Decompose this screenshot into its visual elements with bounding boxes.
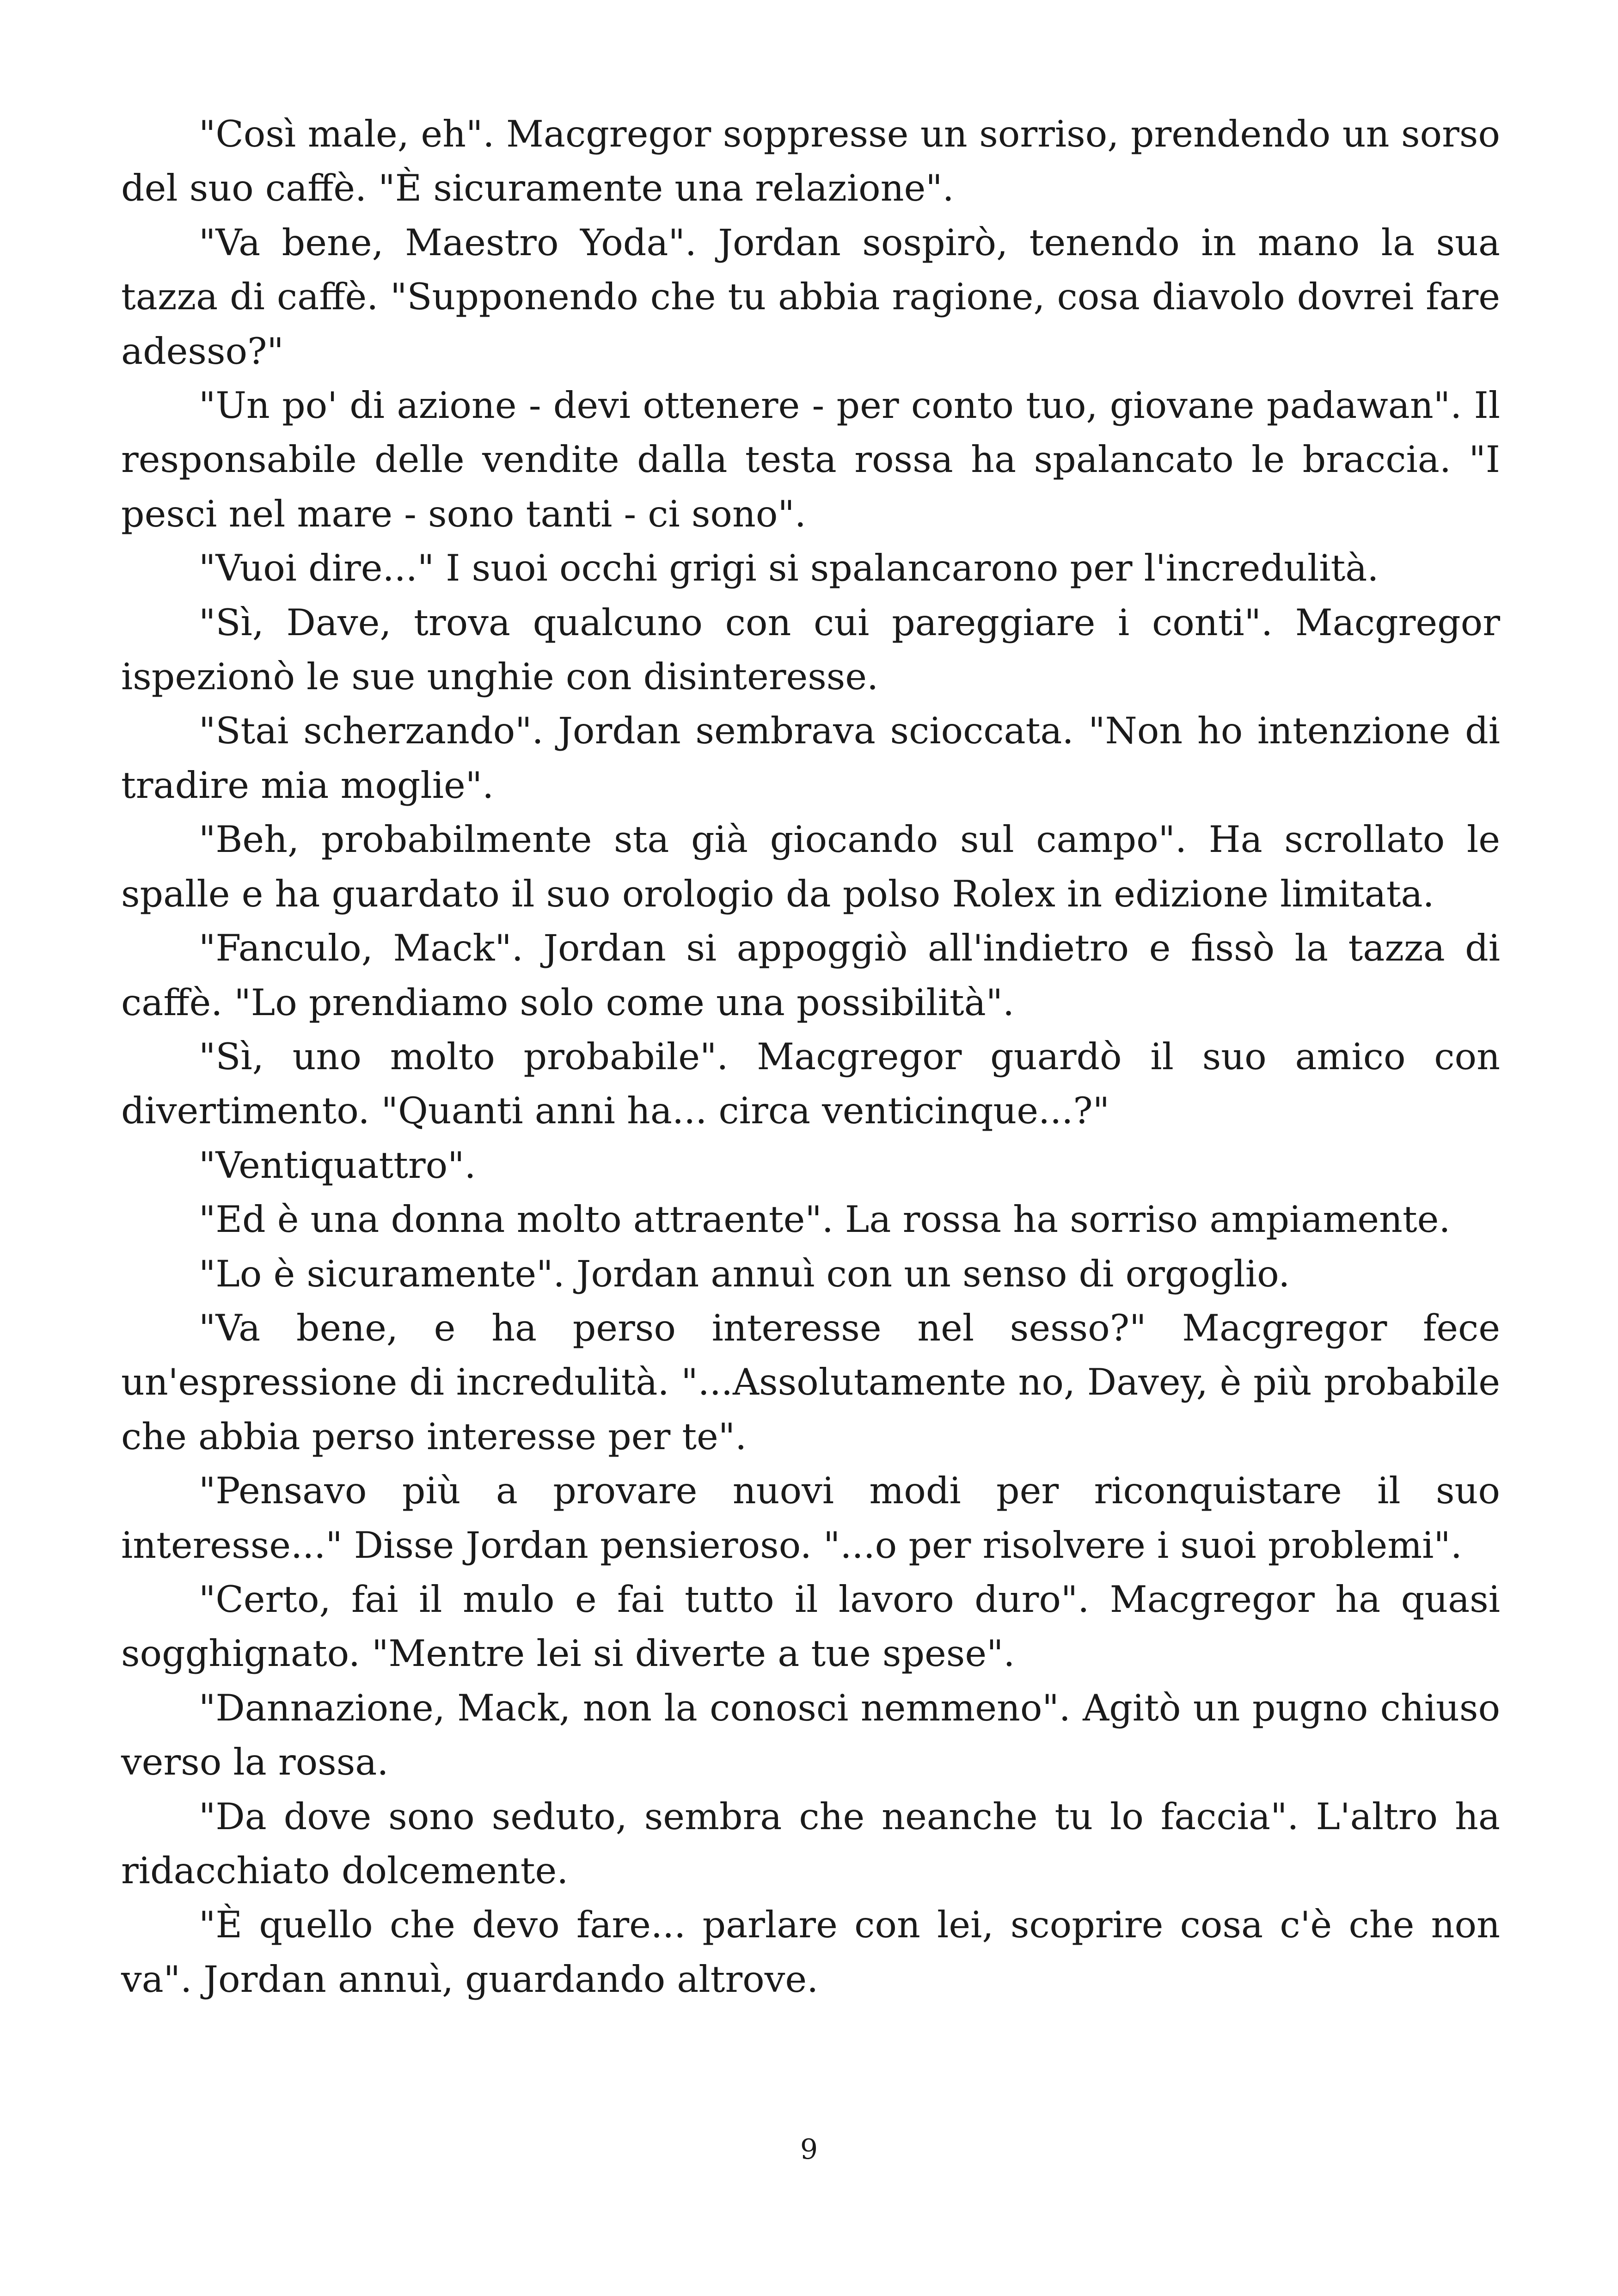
paragraph-12: "Lo è sicuramente". Jordan annuì con un senso di orgoglio. bbox=[199, 1252, 1290, 1295]
paragraph-4: "Vuoi dire..." I suoi occhi grigi si spalancarono per l'incredulità. bbox=[199, 547, 1379, 590]
paragraph-10: "Ventiquattro". bbox=[199, 1144, 476, 1187]
page-number: 9 bbox=[800, 2133, 818, 2166]
paragraph-14: "Pensavo più a provare nuovi modi per riconquistare il suo interesse..." Disse Jordan pensieroso. "...o per risolvere i suoi problemi". bbox=[121, 1469, 1500, 1567]
paragraph-6: "Stai scherzando". Jordan sembrava scioccata. "Non ho intenzione di tradire mia moglie". bbox=[121, 710, 1500, 807]
paragraph-15: "Certo, fai il mulo e fai tutto il lavoro duro". Macgregor ha quasi sogghignato. "Mentre lei si diverte a tue spese". bbox=[121, 1578, 1500, 1675]
paragraph-2: "Va bene, Maestro Yoda". Jordan sospirò, tenendo in mano la sua tazza di caffè. "Supponendo che tu abbia ragione, cosa diavolo dovrei fare adesso?" bbox=[121, 221, 1500, 373]
paragraph-1: "Così male, eh". Macgregor soppresse un sorriso, prendendo un sorso del suo caffè. "È sicuramente una relazione". bbox=[121, 113, 1500, 210]
paragraph-13: "Va bene, e ha perso interesse nel sesso?" Macgregor fece un'espressione di incredulità. "...Assolutamente no, Davey, è più probabile che abbia perso interesse per te". bbox=[121, 1306, 1500, 1458]
paragraph-3: "Un po' di azione - devi ottenere - per conto tuo, giovane padawan". Il responsabile delle vendite dalla testa rossa ha spalancato le braccia. "I pesci nel mare - sono tanti - ci sono". bbox=[121, 384, 1500, 535]
paragraph-18: "È quello che devo fare... parlare con lei, scoprire cosa c'è che non va". Jordan annuì, guardando altrove. bbox=[121, 1904, 1500, 2001]
body-text bbox=[121, 107, 1500, 2007]
paragraph-16: "Dannazione, Mack, non la conosci nemmeno". Agitò un pugno chiuso verso la rossa. bbox=[121, 1686, 1500, 1784]
paragraph-7: "Beh, probabilmente sta già giocando sul campo". Ha scrollato le spalle e ha guardato il suo orologio da polso Rolex in edizione limitata. bbox=[121, 818, 1500, 915]
paragraph-9: "Sì, uno molto probabile". Macgregor guardò il suo amico con divertimento. "Quanti anni ha... circa venticinque...?" bbox=[121, 1035, 1500, 1133]
paragraph-11: "Ed è una donna molto attraente". La rossa ha sorriso ampiamente. bbox=[199, 1198, 1451, 1241]
paragraph-5: "Sì, Dave, trova qualcuno con cui pareggiare i conti". Macgregor ispezionò le sue unghie con disinteresse. bbox=[121, 601, 1500, 698]
paragraph-8: "Fanculo, Mack". Jordan si appoggiò all'indietro e fissò la tazza di caffè. "Lo prendiamo solo come una possibilità". bbox=[121, 927, 1500, 1024]
paragraph-17: "Da dove sono seduto, sembra che neanche tu lo faccia". L'altro ha ridacchiato dolcemente. bbox=[121, 1795, 1500, 1892]
